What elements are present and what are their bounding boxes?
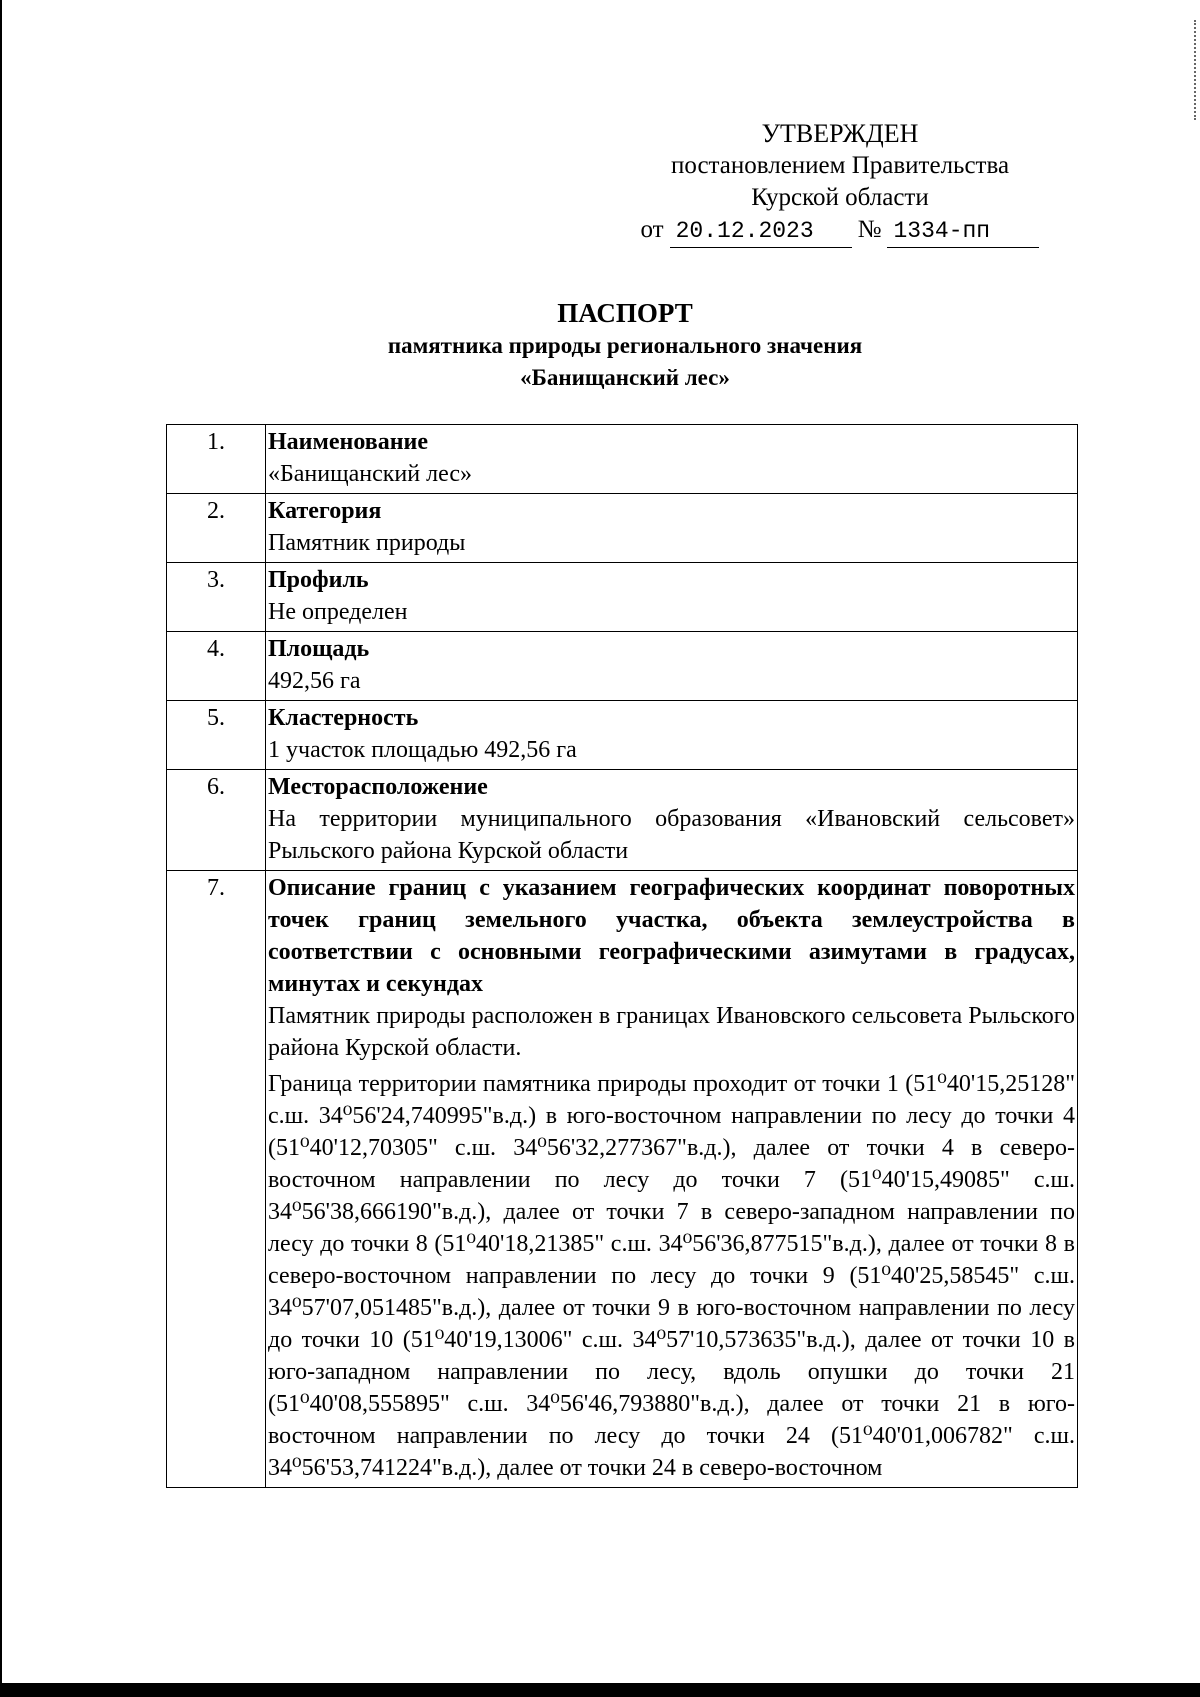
scan-edge-right bbox=[1192, 20, 1196, 120]
table-row bbox=[167, 425, 1078, 494]
table-row bbox=[167, 871, 1078, 1488]
table-row bbox=[167, 701, 1078, 770]
scan-edge-bottom bbox=[0, 1683, 1200, 1697]
row-content bbox=[266, 770, 1078, 871]
row-content bbox=[266, 425, 1078, 494]
row-content bbox=[266, 701, 1078, 770]
table-row bbox=[167, 494, 1078, 563]
approval-line-2: Курской области bbox=[751, 184, 929, 211]
table-row bbox=[167, 632, 1078, 701]
row-value: Памятник природы bbox=[268, 530, 466, 556]
row-value: Памятник природы расположен в границах Ивановского сельсовета Рыльского района Курской области. bbox=[268, 1003, 1075, 1061]
approval-date-line bbox=[620, 214, 1060, 248]
row-content bbox=[266, 871, 1078, 1488]
row-title: Кластерность bbox=[268, 705, 419, 731]
row-value: 492,56 га bbox=[268, 668, 361, 694]
title-line-3: «Банищанский лес» bbox=[520, 365, 730, 390]
row-title: Профиль bbox=[268, 567, 369, 593]
row-title: Описание границ с указанием географических координат поворотных точек границ земельного участка, объекта землеустройства в соответствии с основными географическими азимутами в градусах, минутах и секундах bbox=[268, 875, 1075, 997]
passport-table bbox=[166, 424, 1078, 1488]
row-value: 1 участок площадью 492,56 га bbox=[268, 737, 577, 763]
document-title bbox=[150, 296, 1100, 394]
row-value: Не определен bbox=[268, 599, 408, 625]
approval-stamp: УТВЕРЖДЕН bbox=[761, 119, 919, 148]
row-number: 2. bbox=[167, 494, 266, 563]
row-value: На территории муниципального образования «Ивановский сельсовет» Рыльского района Курской области bbox=[268, 806, 1075, 864]
approval-date: 20.12.2023 bbox=[670, 215, 852, 248]
scan-edge-left bbox=[0, 0, 2, 1685]
approval-number: 1334-пп bbox=[887, 215, 1039, 248]
row-content bbox=[266, 563, 1078, 632]
table-row bbox=[167, 563, 1078, 632]
table-row bbox=[167, 770, 1078, 871]
approval-from-label: от bbox=[640, 216, 664, 243]
row-value: «Банищанский лес» bbox=[268, 461, 472, 487]
approval-line-1: постановлением Правительства bbox=[670, 152, 1010, 179]
row-content bbox=[266, 494, 1078, 563]
row-number: 6. bbox=[167, 770, 266, 871]
row-number: 7. bbox=[167, 871, 266, 1488]
row-value-boundary: Граница территории памятника природы проходит от точки 1 (51⁰40'15,25128" с.ш. 34⁰56'24,740995"в.д.) в юго-восточном направлении по лесу до точки 4 (51⁰40'12,70305" с.ш. 34⁰56'32,277367"в.д.), далее от точки 4 в северо-восточном направлении по лесу до точки 7 (51⁰40'15,49085" с.ш. 34⁰56'38,666190"в.д.), далее от точки 7 в северо-западном направлении по лесу до точки 8 (51⁰40'18,21385" с.ш. 34⁰56'36,877515"в.д.), далее от точки 8 в северо-восточном направлении по лесу до точки 9 (51⁰40'25,58545" с.ш. 34⁰57'07,051485"в.д.), далее от точки 9 в юго-восточном направлении по лесу до точки 10 (51⁰40'19,13006" с.ш. 34⁰57'10,573635"в.д.), далее от точки 10 в юго-западном направлении по лесу, вдоль опушки до точки 21 (51⁰40'08,555895" с.ш. 34⁰56'46,793880"в.д.), далее от точки 21 в юго-восточном направлении по лесу до точки 24 (51⁰40'01,006782" с.ш. 34⁰56'53,741224"в.д.), далее от точки 24 в северо-восточном bbox=[268, 1071, 1075, 1481]
row-title: Наименование bbox=[268, 429, 428, 455]
row-number: 3. bbox=[167, 563, 266, 632]
title-main: ПАСПОРТ bbox=[557, 298, 693, 328]
approval-block bbox=[620, 118, 1060, 248]
row-title: Площадь bbox=[268, 636, 370, 662]
row-title: Категория bbox=[268, 498, 382, 524]
row-title: Месторасположение bbox=[268, 774, 488, 800]
row-content bbox=[266, 632, 1078, 701]
row-number: 4. bbox=[167, 632, 266, 701]
row-number: 1. bbox=[167, 425, 266, 494]
title-line-2: памятника природы регионального значения bbox=[387, 333, 863, 358]
row-number: 5. bbox=[167, 701, 266, 770]
approval-number-label: № bbox=[857, 216, 882, 243]
